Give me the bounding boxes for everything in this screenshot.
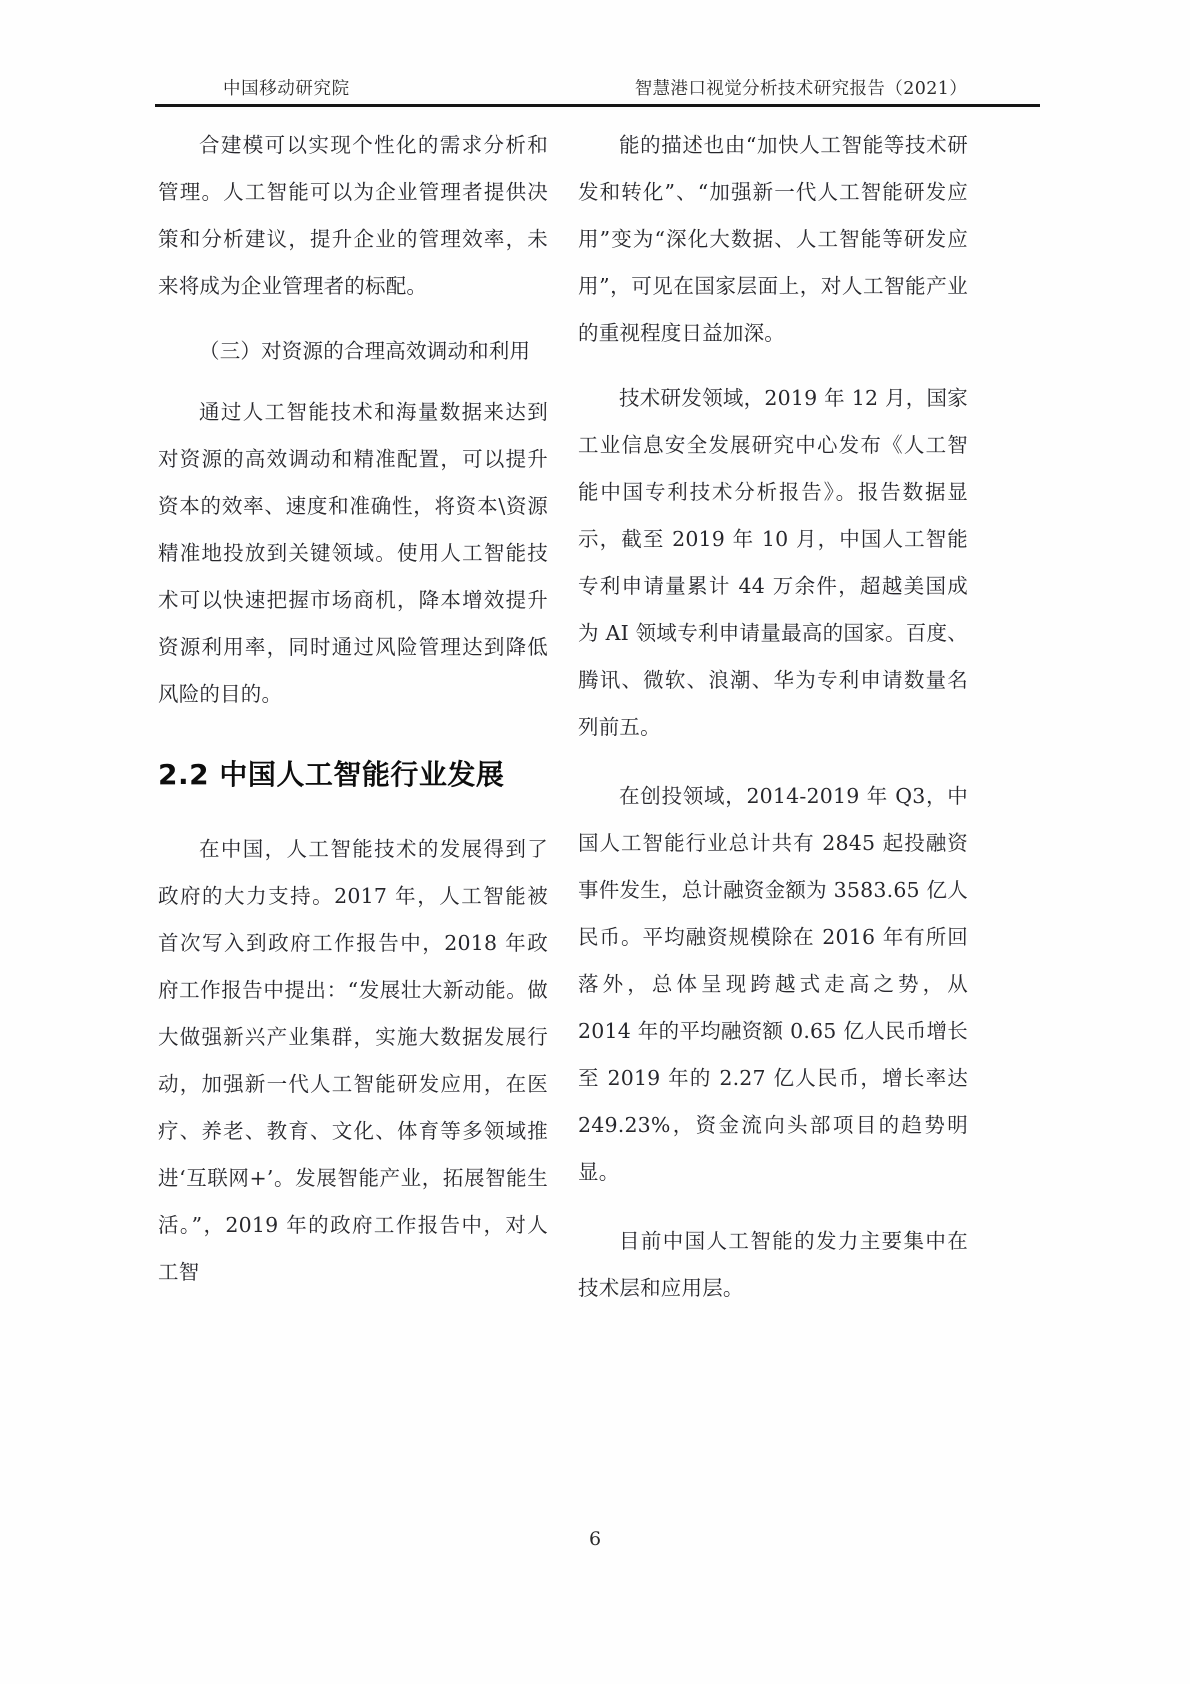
left-paragraph-1: 合建模可以实现个性化的需求分析和管理。人工智能可以为企业管理者提供决策和分析建议，提升企业的管理效率，未来将成为企业管理者的标配。: [158, 133, 548, 298]
header-organization: 中国移动研究院: [223, 79, 350, 99]
page-header: [155, 68, 1040, 108]
right-paragraph-4: 目前中国人工智能的发力主要集中在技术层和应用层。: [578, 1229, 968, 1300]
left-paragraph-2: 通过人工智能技术和海量数据来达到对资源的高效调动和精准配置，可以提升资本的效率、速度和准确性，将资本\资源精准地投放到关键领域。使用人工智能技术可以快速把握市场商机，降本增效提升资源利用率，同时通过风险管理达到降低风险的目的。: [158, 400, 548, 706]
subsection-heading-three: （三）对资源的合理高效调动和利用: [199, 339, 531, 363]
right-column: [578, 122, 968, 1330]
right-paragraph-1: 能的描述也由“加快人工智能等技术研发和转化”、“加强新一代人工智能研发应用”变为“深化大数据、人工智能等研发应用”，可见在国家层面上，对人工智能产业的重视程度日益加深。: [578, 133, 968, 345]
right-paragraph-2: 技术研发领域，2019 年 12 月，国家工业信息安全发展研究中心发布《人工智能中国专利技术分析报告》。报告数据显示，截至 2019 年 10 月，中国人工智能专利申请量累计 44 万余件，超越美国成为 AI 领域专利申请量最高的国家。百度、腾讯、微软、浪潮、华为专利申请数量名列前五。: [578, 386, 968, 739]
left-column: [158, 122, 548, 1314]
right-paragraph-3: 在创投领域，2014-2019 年 Q3，中国人工智能行业总计共有 2845 起投融资事件发生，总计融资金额为 3583.65 亿人民币。平均融资规模除在 2016 年有所回落外，总体呈现跨越式走高之势，从 2014 年的平均融资额 0.65 亿人民币增长至 2019 年的 2.27 亿人民币，增长率达 249.23%，资金流向头部项目的趋势明显。: [578, 784, 968, 1184]
header-divider-rule: [155, 104, 1040, 107]
page-number: 6: [588, 1528, 602, 1550]
header-row: [155, 68, 1040, 100]
section-heading-2-2: 2.2 中国人工智能行业发展: [158, 758, 505, 791]
header-report-title: 智慧港口视觉分析技术研究报告（2021）: [634, 79, 968, 99]
page-footer: [0, 1528, 1190, 1550]
body-columns: [0, 122, 1190, 1412]
left-paragraph-3: 在中国，人工智能技术的发展得到了政府的大力支持。2017 年，人工智能被首次写入到政府工作报告中，2018 年政府工作报告中提出：“发展壮大新动能。做大做强新兴产业集群，实施大数据发展行动，加强新一代人工智能研发应用，在医疗、养老、教育、文化、体育等多领域推进‘互联网+’。发展智能产业，拓展智能生活。”，2019 年的政府工作报告中，对人工智: [158, 837, 548, 1284]
